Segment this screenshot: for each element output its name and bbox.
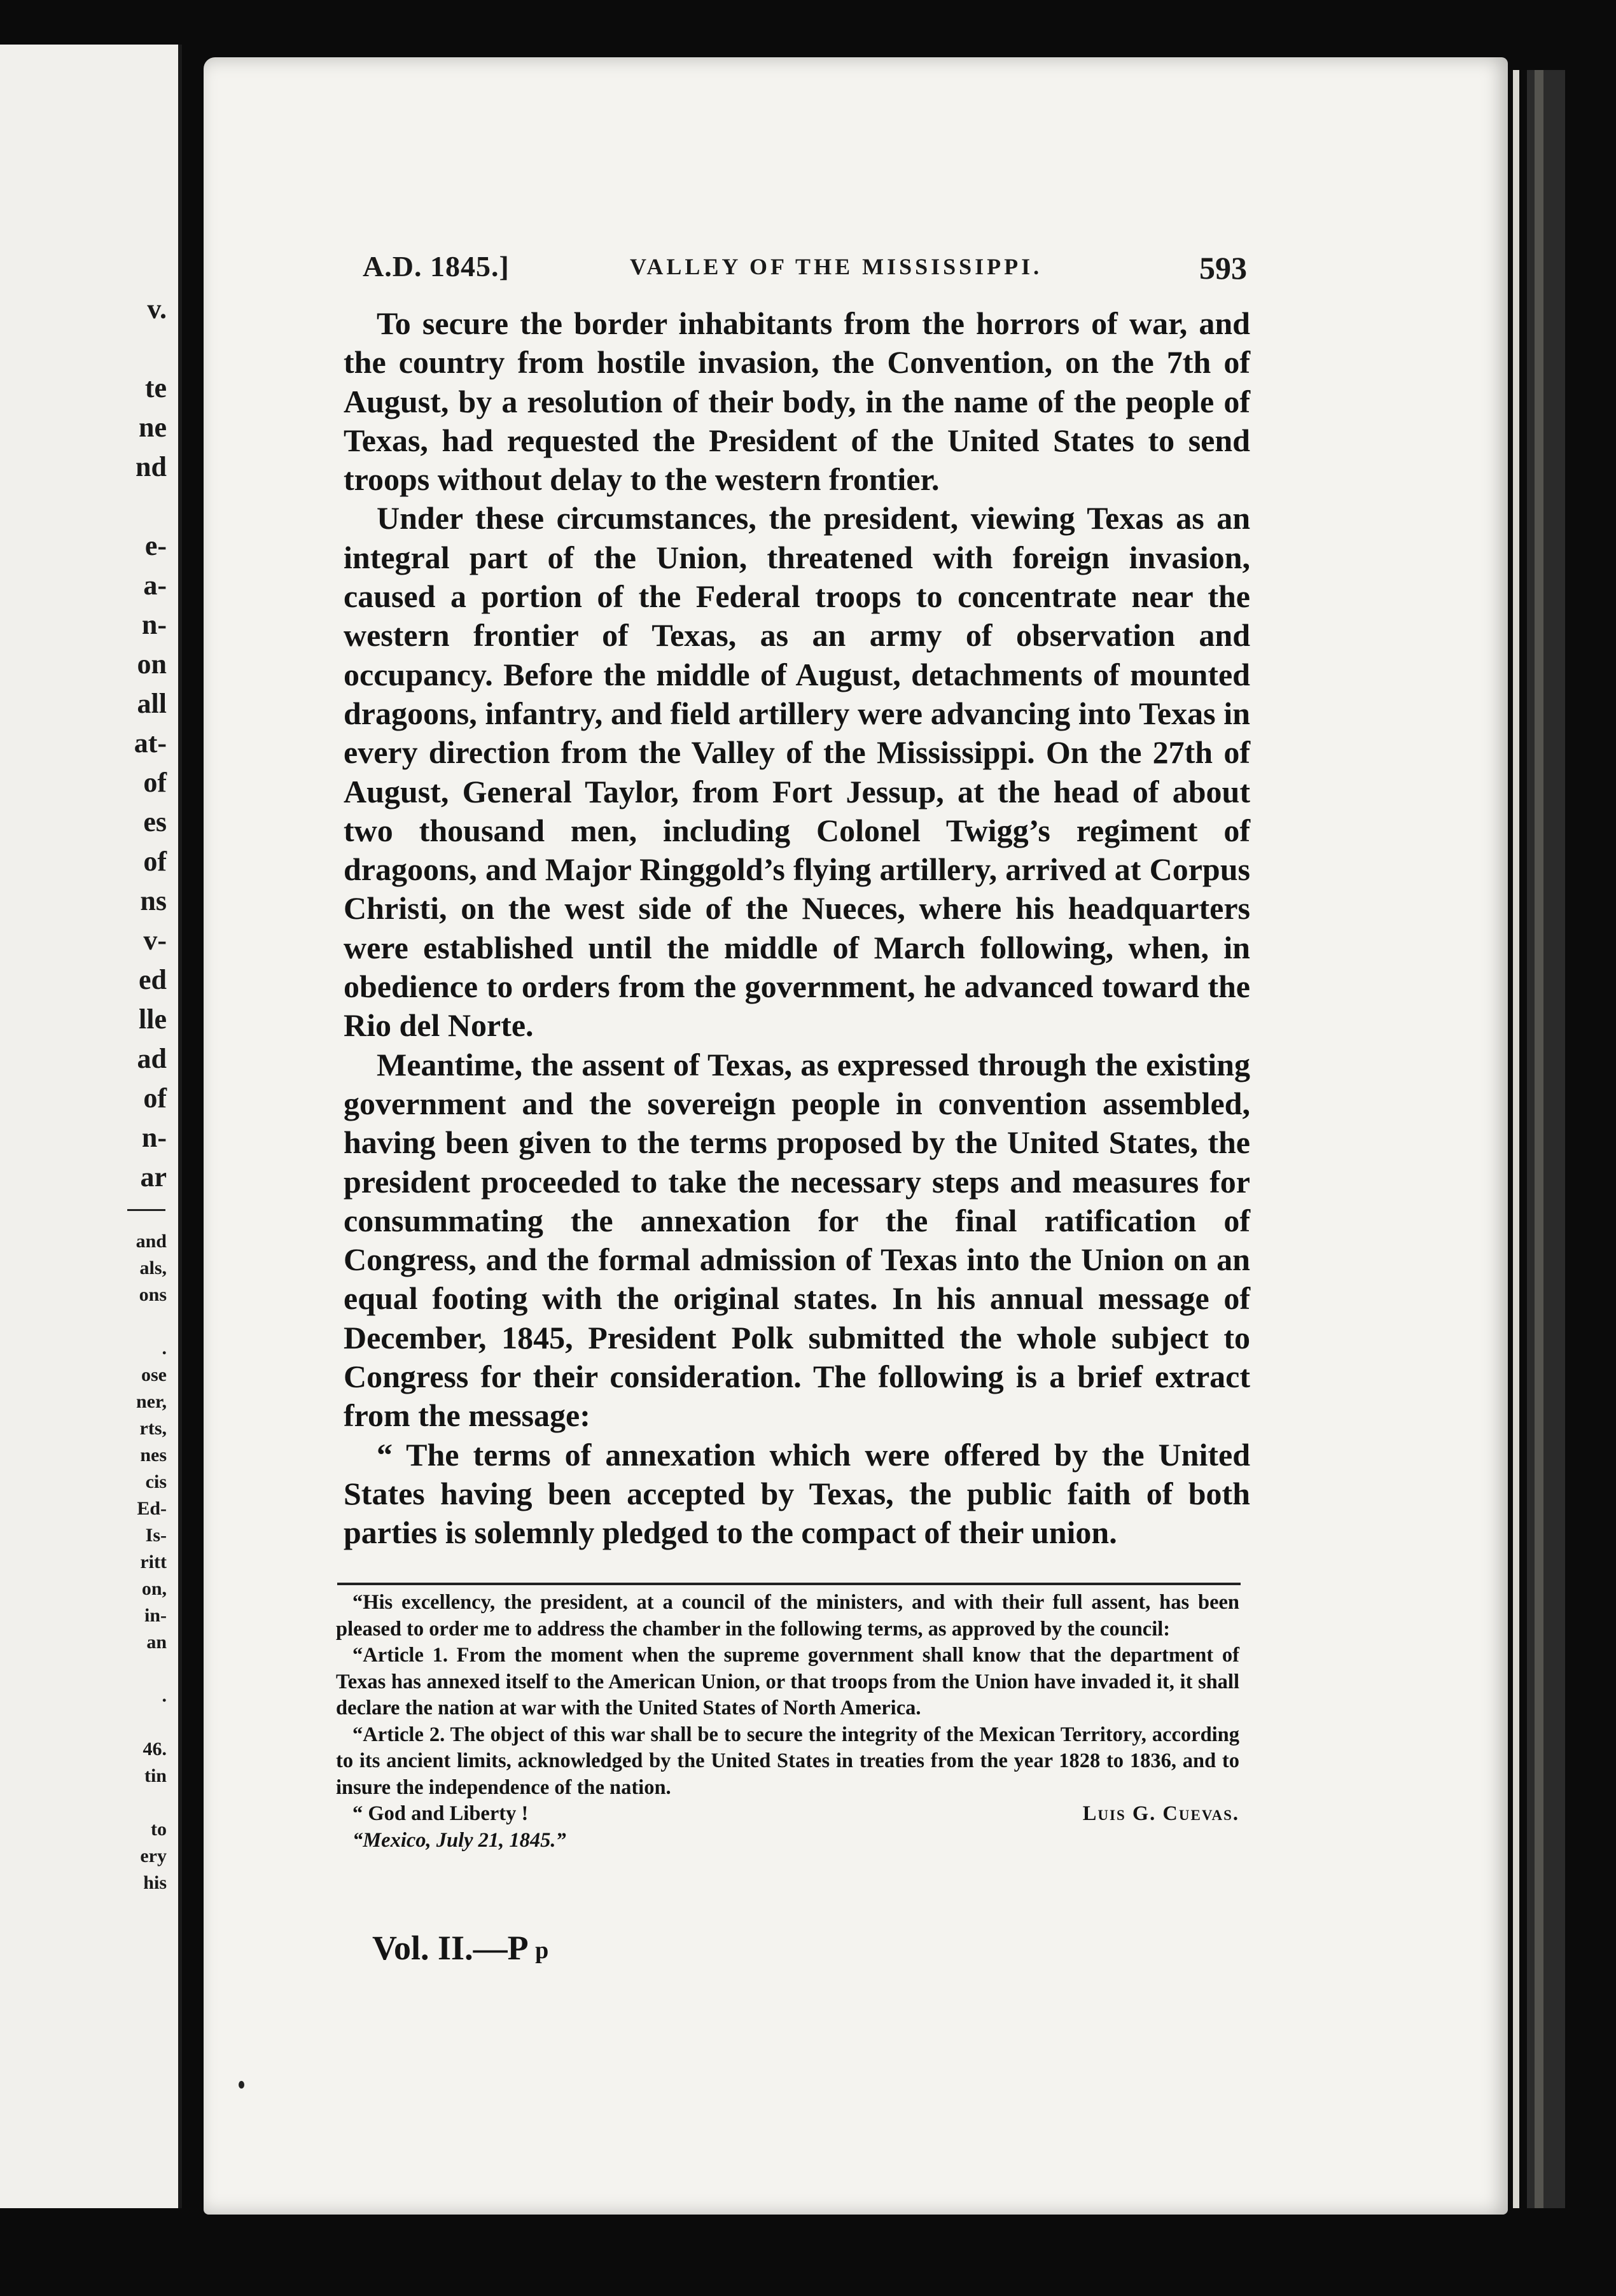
facing-page-note-fragment: 46.	[143, 1739, 167, 1760]
facing-page-note-fragment: cis	[145, 1471, 167, 1492]
facing-page-fragment: of	[143, 1082, 167, 1114]
facing-page-note-fragment: als,	[139, 1257, 167, 1278]
footnote-paragraph: “His excellency, the president, at a council of the ministers, and with their full assent, has been pleased to order me to address the chamber in the following terms, as approved by the council:	[336, 1591, 1239, 1641]
facing-page-note-fragment	[90, 1709, 167, 1736]
footnote-signatory: Luis G. Cuevas.	[1082, 1802, 1239, 1825]
facing-page-fragment: all	[137, 688, 167, 719]
running-head-date: A.D. 1845.]	[363, 250, 510, 283]
facing-page-note-fragment: ons	[139, 1284, 167, 1305]
body-text	[344, 304, 1250, 1553]
footnote-paragraph: “Article 2. The object of this war shall be to secure the integrity of the Mexican Territory, according to its ancient limits, acknowledged by the United States in treaties from the year 1828 to 1836, and to insure the independence of the nation.	[336, 1723, 1239, 1799]
facing-page-note-fragment: ose	[141, 1364, 167, 1385]
facing-page-fragment: a-	[143, 570, 167, 601]
facing-page-fragment: ne	[139, 412, 167, 443]
facing-page-note-fragment: ritt	[140, 1551, 167, 1572]
facing-page-fragment: of	[143, 767, 167, 798]
facing-page-note-fragment	[90, 1656, 167, 1683]
facing-page-fragment: es	[143, 806, 167, 837]
facing-page-note-fragment: rts,	[139, 1418, 167, 1439]
signature-small: p	[535, 1937, 549, 1964]
page-edge	[1513, 70, 1519, 2208]
facing-page-fragment: v.	[147, 293, 167, 325]
footnote-paragraph: “Article 1. From the moment when the supreme government shall know that the department of Texas has annexed itself to the American Union, or that troops from the Union have invaded it, it shall declare the nation at war with the United States of North America.	[336, 1644, 1239, 1719]
facing-page-body-fragments	[90, 290, 167, 1197]
ink-speck	[239, 2081, 244, 2089]
facing-page-fragment: te	[144, 372, 167, 403]
facing-page-note-fragment: to	[151, 1819, 167, 1840]
body-paragraph-quote: “ The terms of annexation which were offered by the United States having been accepted by Texas, the public faith of both parties is solemnly pledged to the compact of their union.	[344, 1436, 1250, 1551]
body-paragraph: To secure the border inhabitants from the horrors of war, and the country from hostile invasion, the Convention, on the 7th of August, by a resolution of their body, in the name of the people of Texas, had requested the President of the United States to send troops without delay to the western frontier.	[344, 305, 1250, 498]
facing-page-fragment: of	[143, 846, 167, 877]
facing-page-note-fragment: .	[162, 1685, 167, 1706]
facing-page-fragment: ad	[137, 1043, 167, 1074]
page-number: 593	[1199, 250, 1247, 286]
facing-page-fragment	[90, 487, 167, 526]
facing-page-fragment: nd	[136, 451, 167, 482]
facing-page-note-fragment: and	[136, 1231, 167, 1252]
facing-page-note-fragment	[90, 1789, 167, 1816]
facing-page-fragment: ar	[140, 1161, 167, 1193]
footnote-rule	[337, 1583, 1241, 1585]
facing-page-note-fragment: his	[143, 1872, 167, 1893]
facing-page-note-fragment: an	[146, 1632, 167, 1653]
facing-page-note-fragment: in-	[144, 1605, 167, 1626]
body-paragraph: Meantime, the assent of Texas, as expressed through the existing government and the sovereign people in convention assembled, having been given to the terms proposed by the United States, the president proceeded to take the necessary steps and measures for consummating the annexation for the final ratification of Congress, and the formal admission of Texas into the Union on an equal footing with the original states. In his annual message of December, 1845, President Polk submitted the whole subject to Congress for their consideration. The following is a brief extract from the message:	[344, 1046, 1250, 1434]
facing-page-fragment: n-	[141, 1122, 167, 1153]
running-head-title: VALLEY OF THE MISSISSIPPI.	[630, 254, 1043, 279]
facing-page-fragment: on	[137, 648, 167, 680]
footnote-date: “Mexico, July 21, 1845.”	[352, 1828, 566, 1852]
facing-page-note-fragment: Ed-	[137, 1498, 167, 1519]
facing-page-note-fragment: .	[162, 1338, 167, 1359]
facing-page-note-fragment: Is-	[145, 1525, 167, 1546]
book-cover-edge	[1527, 70, 1565, 2208]
facing-page-fragment: ns	[140, 885, 167, 916]
signature-main: Vol. II.—P	[372, 1929, 527, 1967]
facing-page-note-fragment: on,	[141, 1578, 167, 1599]
facing-page-fragment	[90, 329, 167, 368]
printer-signature-mark	[372, 1928, 548, 1968]
facing-page-footnote-fragments	[90, 1228, 167, 1896]
footnote-signoff	[336, 1801, 1239, 1828]
facing-page-fragment: ed	[139, 964, 167, 995]
facing-page-note-fragment: ery	[140, 1845, 167, 1866]
footnote-closing: “ God and Liberty !	[352, 1802, 529, 1825]
facing-page-fragment: n-	[141, 609, 167, 640]
facing-page-note-fragment: nes	[140, 1445, 167, 1466]
facing-page-fragment: e-	[144, 530, 167, 561]
facing-page-note-fragment	[90, 1308, 167, 1335]
footnotes	[336, 1590, 1239, 1854]
facing-page-fragment: v-	[143, 925, 167, 956]
facing-page-fragment: lle	[139, 1004, 167, 1035]
facing-page-note-fragment: ner,	[136, 1391, 167, 1412]
facing-page-note-fragment: tin	[144, 1765, 167, 1786]
running-head	[363, 249, 1247, 288]
facing-page-edge	[0, 45, 182, 2208]
facing-page-fragment: at-	[134, 727, 167, 759]
body-paragraph: Under these circumstances, the president, viewing Texas as an integral part of the Union, threatened with foreign invasion, caused a portion of the Federal troops to concentrate near the western frontier of Texas, as an army of observation and occupancy. Before the middle of August, detachments of mounted dragoons, infantry, and field artillery were advancing into Texas in every direction from the Valley of the Mississippi. On the 27th of August, General Taylor, from Fort Jessup, at the head of about two thousand men, including Colonel Twigg’s regiment of dragoons, and Major Ringgold’s flying artillery, arrived at Corpus Christi, on the west side of the Nueces, where his headquarters were established until the middle of March following, when, in obedience to orders from the government, he advanced toward the Rio del Norte.	[344, 500, 1250, 1044]
facing-page-footnote-rule	[127, 1209, 165, 1211]
page-stack-edge	[1535, 70, 1543, 2208]
